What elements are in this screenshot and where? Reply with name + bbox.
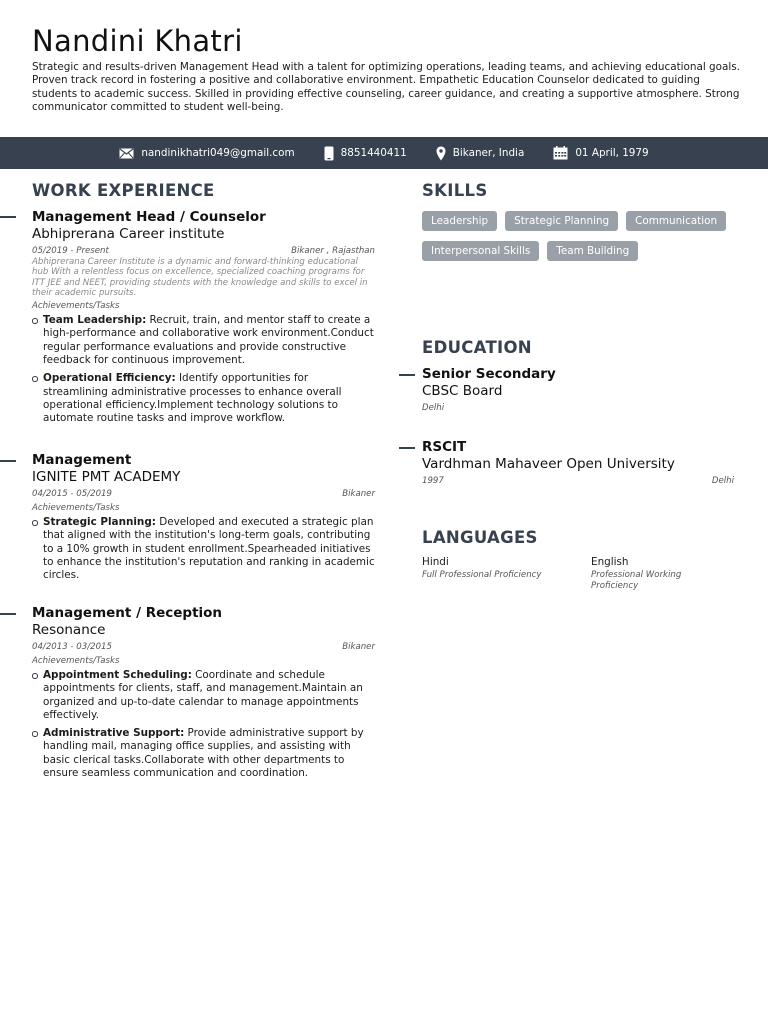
task-label: Administrative Support: (43, 727, 185, 740)
bullet-circle-icon (32, 673, 38, 679)
job-organization: IGNITE PMT ACADEMY (32, 469, 181, 485)
education-location: Delhi (711, 476, 734, 486)
candidate-name: Nandini Khatri (32, 24, 243, 58)
job-entry (32, 209, 375, 431)
language-level: Full Professional Proficiency (422, 570, 542, 580)
language-name: English (591, 556, 629, 568)
education-heading: EDUCATION (422, 338, 532, 357)
job-entry (32, 605, 375, 785)
contact-bar (0, 137, 768, 169)
task-text: Coordinate and schedule appointments for clients, staff, and management.Maintain an organized and up-to-date calendar to manage appointments effectively. (43, 669, 363, 721)
contact-location (436, 146, 525, 161)
task-item (32, 516, 375, 582)
task-label: Strategic Planning: (43, 516, 156, 528)
job-description: Abhiprerana Career Institute is a dynamic and forward-thinking educational hub With a relentless focus on excellence, specialized coaching programs for ITT JEE and NEET, providing students with the knowledge and skills to excel in their academic pursuits. (32, 257, 368, 298)
achievements-label: Achievements/Tasks (32, 503, 120, 513)
education-location: Delhi (422, 403, 445, 413)
task-text: Recruit, train, and mentor staff to create a high-performance and collaborative work environment.Conduct regular performance evaluations and provide constructive feedback for continuous improvement. (43, 314, 374, 367)
education-school: Vardhman Mahaveer Open University (422, 456, 675, 472)
task-item (32, 314, 375, 367)
contact-email[interactable] (119, 147, 294, 159)
task-list (32, 669, 375, 780)
skill-chip: Interpersonal Skills (422, 241, 539, 261)
job-location: Bikaner , Rajasthan (291, 246, 375, 256)
calendar-icon (553, 146, 568, 160)
location-text: Bikaner, India (452, 147, 525, 159)
timeline-marker (399, 374, 415, 376)
timeline-marker (399, 447, 415, 449)
contact-birthdate (553, 146, 648, 160)
work-experience-heading: WORK EXPERIENCE (32, 181, 215, 200)
job-meta (32, 641, 375, 653)
contact-phone[interactable] (324, 146, 407, 161)
job-role: Management Head / Counselor (32, 209, 266, 225)
language-level: Professional Working Proficiency (591, 570, 682, 591)
email-icon (119, 148, 134, 159)
job-role: Management (32, 452, 132, 468)
job-dates: 05/2019 - Present (32, 246, 109, 256)
job-entry (32, 452, 375, 587)
languages-heading: LANGUAGES (422, 528, 538, 547)
education-year: 1997 (422, 476, 444, 486)
job-meta (32, 245, 375, 257)
timeline-marker (0, 216, 16, 218)
bullet-circle-icon (32, 318, 38, 324)
skills-heading: SKILLS (422, 181, 488, 200)
education-entry (422, 439, 734, 487)
education-school: CBSC Board (422, 383, 503, 399)
profile-summary: Strategic and results-driven Management Head with a talent for optimizing operations, leading teams, and achieving educational goals. Proven track record in fostering a positive and collaborative environment. Empathetic Education Counselor dedicated to guiding students to academic success. Skilled in providing effective counseling, career guidance, and creating a supportive atmosphere. Strong communicator committed to student well-being. (32, 61, 740, 114)
job-dates: 04/2013 - 03/2015 (32, 642, 112, 652)
achievements-label: Achievements/Tasks (32, 656, 120, 666)
education-entry (422, 366, 734, 414)
job-location: Bikaner (342, 489, 375, 499)
language-name: Hindi (422, 556, 449, 568)
education-degree: Senior Secondary (422, 366, 556, 382)
timeline-marker (0, 613, 16, 615)
skill-chip: Leadership (422, 211, 497, 231)
task-item (32, 727, 375, 780)
timeline-marker (0, 460, 16, 462)
bullet-circle-icon (32, 376, 38, 382)
skill-chip: Communication (626, 211, 726, 231)
task-item (32, 372, 375, 425)
phone-icon (324, 146, 334, 161)
task-label: Team Leadership: (43, 314, 147, 327)
phone-text: 8851440411 (340, 147, 407, 159)
task-item (32, 669, 375, 722)
achievements-label: Achievements/Tasks (32, 301, 120, 312)
education-degree: RSCIT (422, 439, 467, 455)
education-meta (422, 475, 734, 487)
email-text: nandinikhatri049@gmail.com (141, 147, 295, 159)
job-role: Management / Reception (32, 605, 223, 621)
task-list (32, 314, 375, 425)
skill-chip: Strategic Planning (505, 211, 618, 231)
job-organization: Resonance (32, 622, 106, 638)
job-location: Bikaner (342, 642, 375, 652)
task-list (32, 516, 375, 582)
task-text: Provide administrative support by handling mail, managing office supplies, and assisting with basic clerical tasks.Collaborate with other departments to ensure seamless communication and coordination. (43, 727, 364, 780)
task-label: Operational Efficiency: (43, 372, 176, 385)
task-label: Appointment Scheduling: (43, 669, 192, 681)
skills-list (422, 211, 744, 261)
birthdate-text: 01 April, 1979 (575, 147, 649, 159)
language-entry (591, 556, 731, 592)
job-dates: 04/2015 - 05/2019 (32, 489, 112, 499)
skill-chip: Team Building (547, 241, 638, 261)
bullet-circle-icon (32, 731, 38, 737)
task-text: Developed and executed a strategic plan that aligned with the institution's long-term goals, contributing to a 10% growth in student enrollment.Spearheaded initiatives to enhance the institution's reputation and ranking in academic circles. (43, 516, 375, 582)
education-meta (422, 402, 734, 414)
location-pin-icon (436, 146, 446, 161)
job-meta (32, 488, 375, 500)
language-entry (422, 556, 572, 581)
bullet-circle-icon (32, 520, 38, 526)
job-organization: Abhiprerana Career institute (32, 226, 225, 242)
task-text: Identify opportunities for streamlining administrative processes to enhance overall operational efficiency.Implement technology solutions to automate routine tasks and improve workflow. (43, 372, 342, 425)
